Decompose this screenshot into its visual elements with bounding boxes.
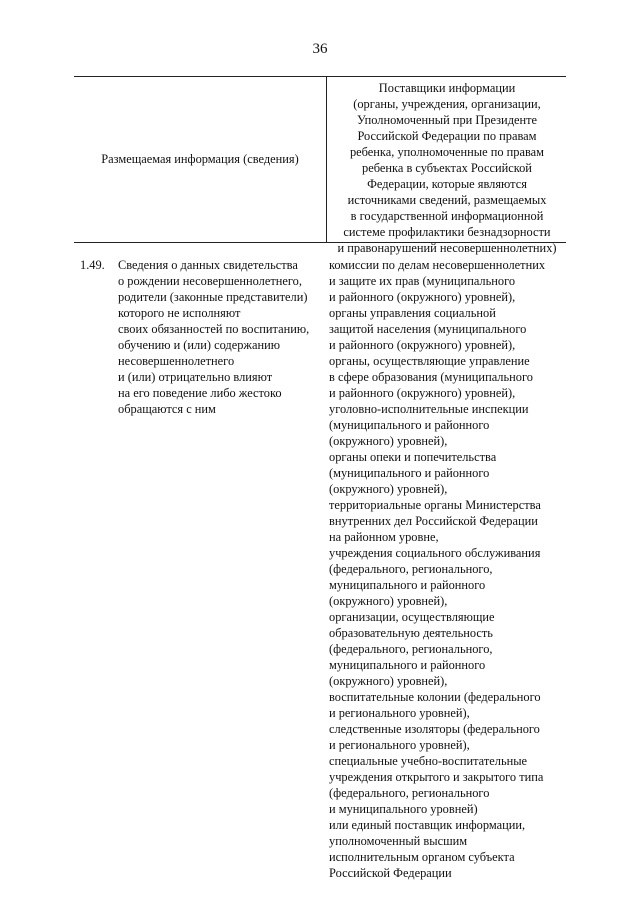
- text-line: (окружного) уровней),: [329, 674, 448, 688]
- row-providers-text: [329, 257, 569, 881]
- text-line: системе профилактики безнадзорности: [343, 225, 551, 239]
- text-line: источниками сведений, размещаемых: [347, 193, 547, 207]
- text-line: о рождении несовершеннолетнего,: [118, 274, 302, 288]
- text-line: Федерации, которые являются: [367, 177, 527, 191]
- text-line: которого не исполняют: [118, 306, 241, 320]
- text-line: и (или) отрицательно влияют: [118, 370, 273, 384]
- text-line: учреждения социального обслуживания: [329, 546, 541, 560]
- text-line: Российской Федерации по правам: [357, 129, 537, 143]
- text-line: и районного (окружного) уровней),: [329, 386, 516, 400]
- text-line: ребенка, уполномоченные по правам: [349, 145, 545, 159]
- text-line: и регионального уровней),: [329, 706, 470, 720]
- text-line: в государственной информационной: [350, 209, 544, 223]
- text-line: Российской Федерации: [329, 866, 452, 880]
- text-line: и районного (окружного) уровней),: [329, 290, 516, 304]
- text-line: органы управления социальной: [329, 306, 496, 320]
- text-line: (органы, учреждения, организации,: [353, 97, 541, 111]
- text-line: уполномоченный высшим: [329, 834, 468, 848]
- text-line: на его поведение либо жестоко: [118, 386, 282, 400]
- text-line: органы, осуществляющие управление: [329, 354, 530, 368]
- text-line: ребенка в субъектах Российской: [362, 161, 532, 175]
- row-info-text: [118, 257, 328, 417]
- text-line: учреждения открытого и закрытого типа: [329, 770, 544, 784]
- text-line: (федерального, регионального,: [329, 562, 493, 576]
- text-line: на районном уровне,: [329, 530, 439, 544]
- text-line: территориальные органы Министерства: [329, 498, 541, 512]
- text-line: специальные учебно-воспитательные: [329, 754, 528, 768]
- page-number: 36: [312, 41, 328, 57]
- text-line: организации, осуществляющие: [329, 610, 495, 624]
- text-line: воспитательные колонии (федерального: [329, 690, 541, 704]
- text-line: (окружного) уровней),: [329, 594, 448, 608]
- text-line: (федерального, регионального: [329, 786, 490, 800]
- text-line: (окружного) уровней),: [329, 434, 448, 448]
- text-line: (федерального, регионального,: [329, 642, 493, 656]
- text-line: муниципального и районного: [329, 658, 486, 672]
- text-line: образовательную деятельность: [329, 626, 493, 640]
- text-line: и муниципального уровней): [329, 802, 478, 816]
- table-top-rule: [74, 76, 566, 77]
- text-line: Уполномоченный при Президенте: [356, 113, 538, 127]
- text-line: (муниципального и районного: [329, 466, 490, 480]
- text-line: следственные изоляторы (федерального: [329, 722, 540, 736]
- text-line: и правонарушений несовершеннолетних): [337, 241, 557, 255]
- text-line: родители (законные представители): [118, 290, 308, 304]
- header-column-info: Размещаемая информация (сведения): [101, 152, 299, 166]
- header-column-providers: [327, 80, 567, 256]
- text-line: внутренних дел Российской Федерации: [329, 514, 538, 528]
- text-line: Сведения о данных свидетельства: [118, 258, 298, 272]
- text-line: (окружного) уровней),: [329, 482, 448, 496]
- text-line: обращаются с ним: [118, 402, 216, 416]
- text-line: (муниципального и районного: [329, 418, 490, 432]
- text-line: и районного (окружного) уровней),: [329, 338, 516, 352]
- text-line: и защите их прав (муниципального: [329, 274, 516, 288]
- text-line: защитой населения (муниципального: [329, 322, 527, 336]
- text-line: муниципального и районного: [329, 578, 486, 592]
- text-line: и регионального уровней),: [329, 738, 470, 752]
- text-line: несовершеннолетнего: [118, 354, 235, 368]
- text-line: Поставщики информации: [378, 81, 516, 95]
- text-line: или единый поставщик информации,: [329, 818, 526, 832]
- text-line: уголовно-исполнительные инспекции: [329, 402, 529, 416]
- row-number: 1.49.: [80, 258, 105, 272]
- text-line: обучению и (или) содержанию: [118, 338, 281, 352]
- text-line: комиссии по делам несовершеннолетних: [329, 258, 546, 272]
- text-line: в сфере образования (муниципального: [329, 370, 533, 384]
- text-line: органы опеки и попечительства: [329, 450, 497, 464]
- text-line: своих обязанностей по воспитанию,: [118, 322, 310, 336]
- text-line: исполнительным органом субъекта: [329, 850, 515, 864]
